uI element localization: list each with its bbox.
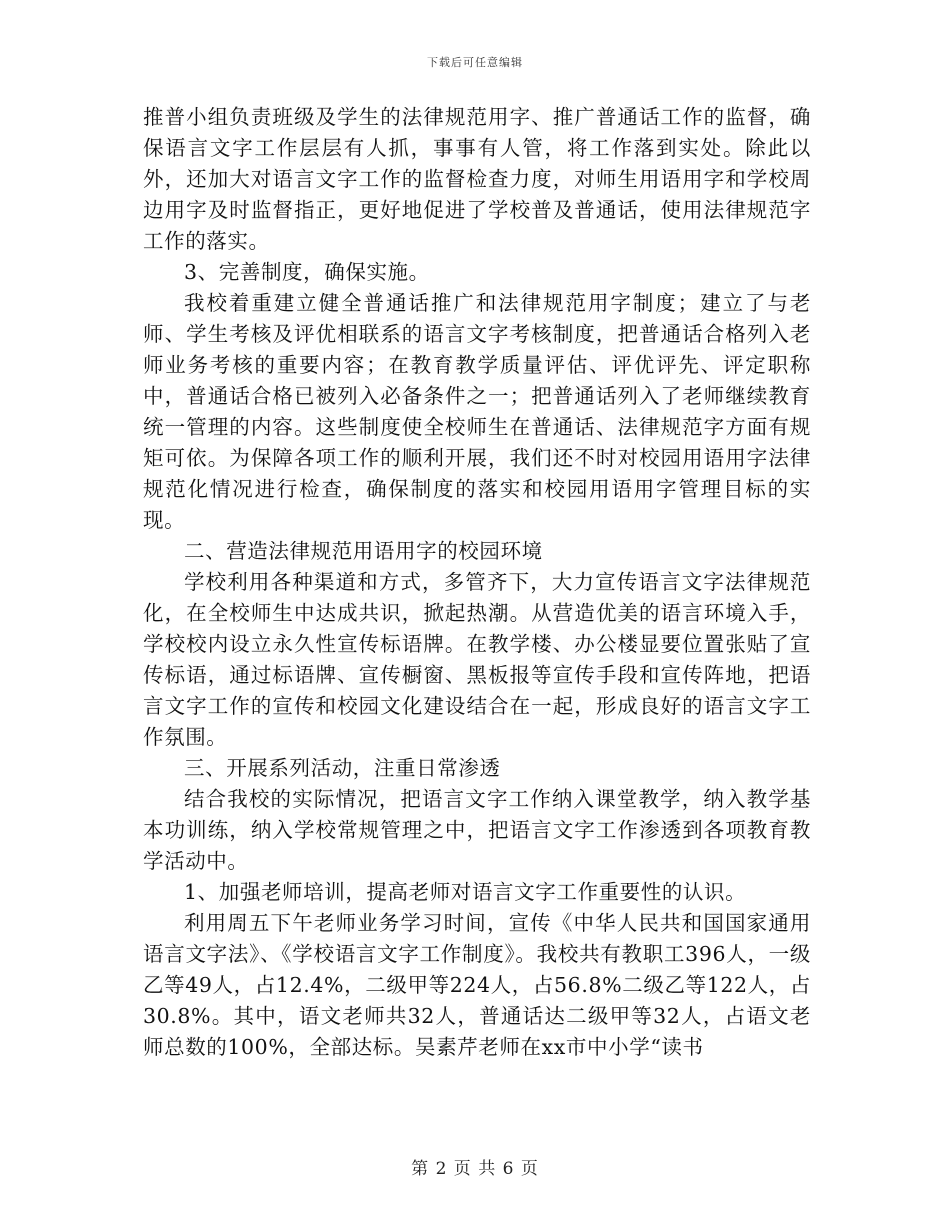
heading-improve-system: 3、完善制度，确保实施。 — [184, 260, 430, 284]
paragraph-environment: 学校利用各种渠道和方式，多管齐下，大力宣传语言文字法律规范化，在全校师生中达成共识，掀起热潮。从营造优美的语言环境入手，学校校内设立永久性宣传标语牌。在教学楼、办公楼显要位置张贴了宣传标语，通过标语牌、宣传橱窗、黑板报等宣传手段和宣传阵地，把语言文字工作的宣传和校园文化建设结合在一起，形成良好的语言文字工作氛围。 — [143, 570, 811, 749]
paragraph-activities: 结合我校的实际情况，把语言文字工作纳入课堂教学，纳入教学基本功训练，纳入学校常规管理之中，把语言文字工作渗透到各项教育教学活动中。 — [143, 787, 811, 873]
paragraph-training: 利用周五下午老师业务学习时间，宣传《中华人民共和国国家通用语言文字法》、《学校语言文字工作制度》。我校共有教职工396人，一级乙等49人，占12.4%，二级甲等224人，占56.8%二级乙等122人，占30.8%。其中，语文老师共32人，普通话达二级甲等32人，占语文老师总数的100%，全部达标。吴素芹老师在xx市中小学“读书 — [143, 911, 811, 1059]
paragraph-1: 推普小组负责班级及学生的法律规范用字、推广普通话工作的监督，确保语言文字工作层层有人抓，事事有人管，将工作落到实处。除此以外，还加大对语言文字工作的监督检查力度，对师生用语用字和学校周边用字及时监督指正，更好地促进了学校普及普通话，使用法律规范字工作的落实。 — [143, 105, 811, 253]
heading-campus-environment: 二、营造法律规范用语用字的校园环境 — [184, 539, 543, 563]
paragraph-system: 我校着重建立健全普通话推广和法律规范用字制度；建立了与老师、学生考核及评优相联系的语言文字考核制度，把普通话合格列入老师业务考核的重要内容；在教育教学质量评估、评优评先、评定职称中，普通话合格已被列入必备条件之一；把普通话列入了老师继续教育统一管理的内容。这些制度使全校师生在普通话、法律规范字方面有规矩可依。为保障各项工作的顺利开展，我们还不时对校园用语用字法律规范化情况进行检查，确保制度的落实和校园用语用字管理目标的实现。 — [143, 291, 811, 532]
body-text — [143, 102, 811, 1063]
page-number: 第 2 页 共 6 页 — [411, 1159, 539, 1179]
heading-teacher-training: 1、加强老师培训，提高老师对语言文字工作重要性的认识。 — [184, 880, 747, 904]
heading-activities: 三、开展系列活动，注重日常渗透 — [184, 756, 501, 780]
header-note: 下载后可任意编辑 — [427, 56, 523, 69]
